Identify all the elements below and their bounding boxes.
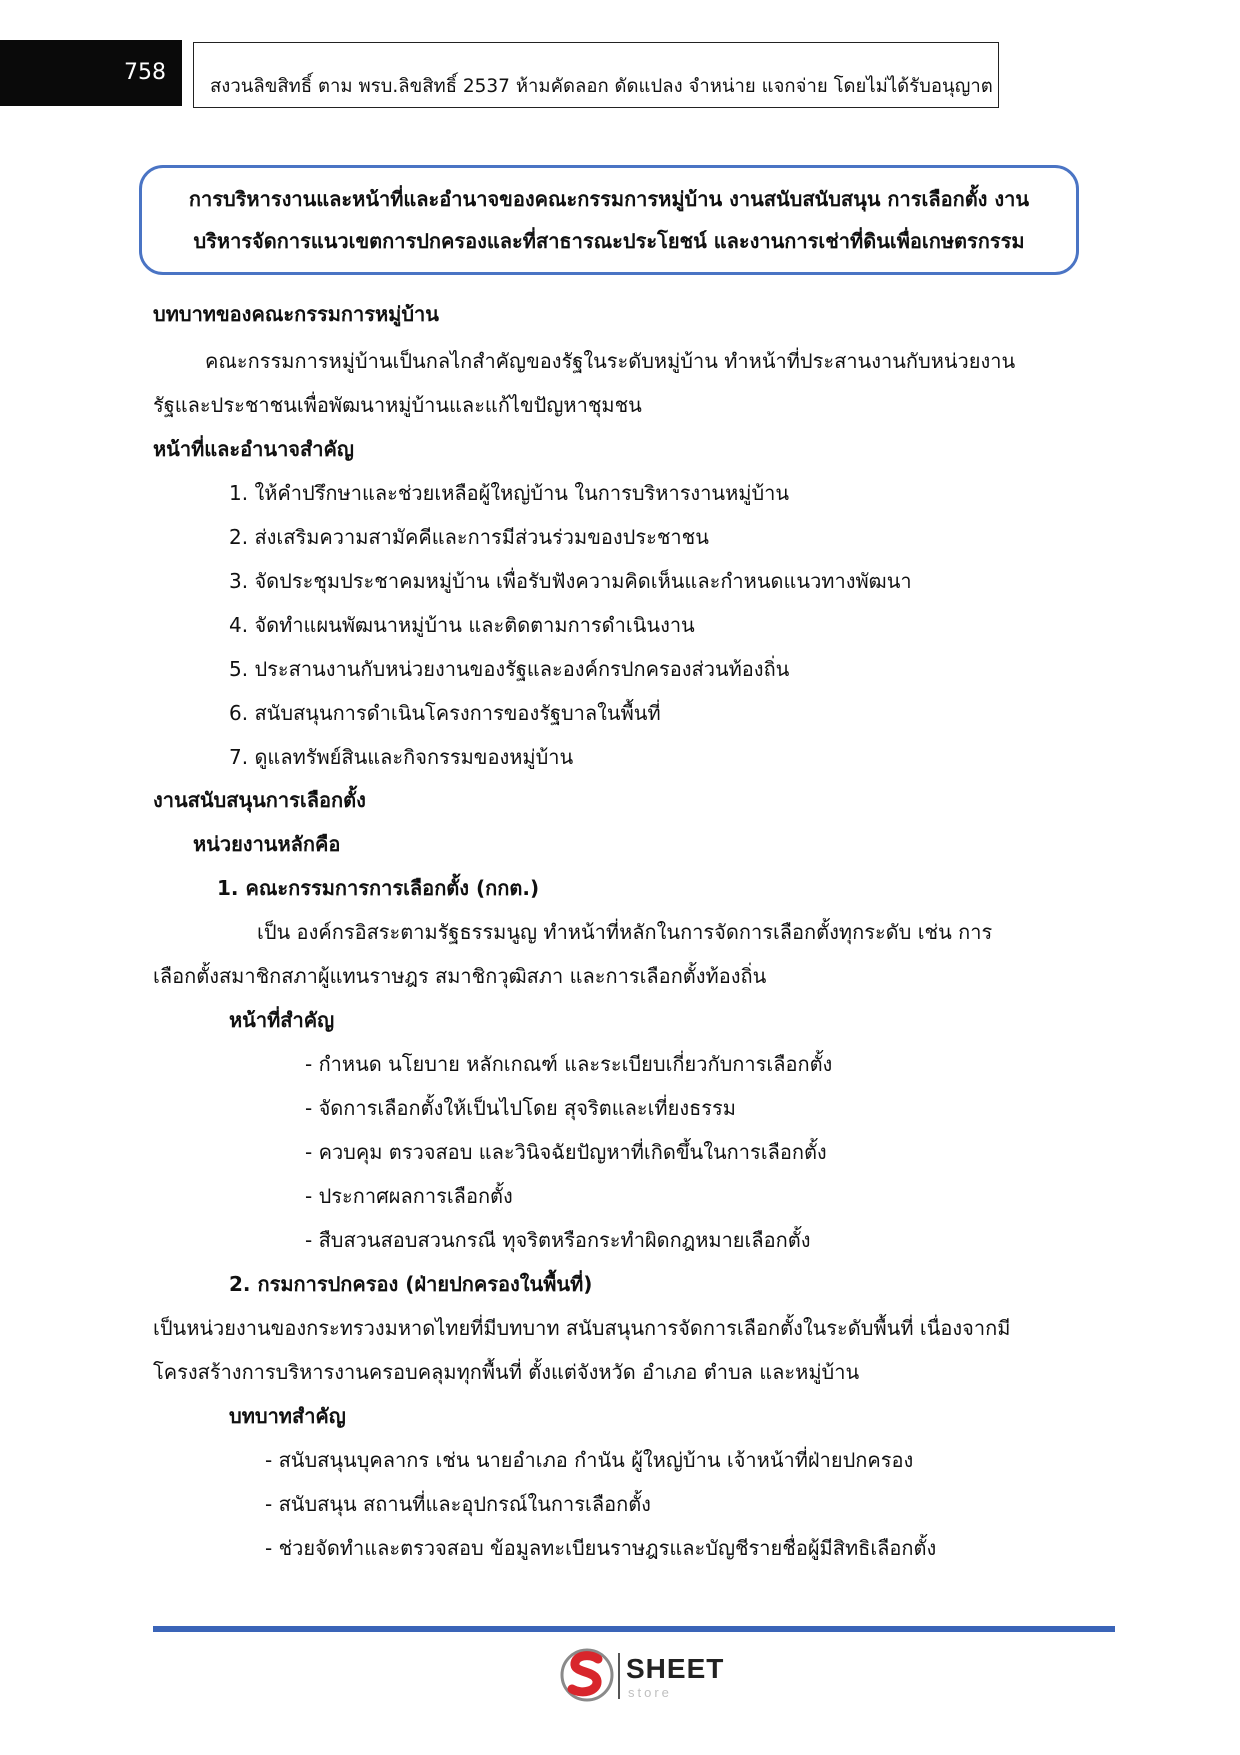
list-item: - สนับสนุน สถานที่และอุปกรณ์ในการเลือกตั้ง bbox=[265, 1492, 651, 1516]
paragraph-line: รัฐและประชาชนเพื่อพัฒนาหมู่บ้านและแก้ไขปัญหาชุมชน bbox=[153, 393, 642, 417]
list-item: - กำหนด นโยบาย หลักเกณฑ์ และระเบียบเกี่ยวกับการเลือกตั้ง bbox=[305, 1052, 833, 1076]
subheading-duties: หน้าที่และอำนาจสำคัญ bbox=[153, 437, 354, 461]
paragraph-line: เป็นหน่วยงานของกระทรวงมหาดไทยที่มีบทบาท สนับสนุนการจัดการเลือกตั้งในระดับพื้นที่ เนื่องจากมี bbox=[153, 1316, 1011, 1340]
list-item: 5. ประสานงานกับหน่วยงานของรัฐและองค์กรปกครองส่วนท้องถิ่น bbox=[229, 657, 790, 681]
subheading-dopa-roles: บทบาทสำคัญ bbox=[229, 1404, 346, 1428]
list-item: 3. จัดประชุมประชาคมหมู่บ้าน เพื่อรับฟังความคิดเห็นและกำหนดแนวทางพัฒนา bbox=[229, 569, 912, 593]
subheading-main-agencies: หน่วยงานหลักคือ bbox=[193, 832, 341, 856]
logo-wordmark: SHEET bbox=[626, 1653, 725, 1684]
list-item: - สนับสนุนบุคลากร เช่น นายอำเภอ กำนัน ผู้ใหญ่บ้าน เจ้าหน้าที่ฝ่ายปกครอง bbox=[265, 1448, 914, 1472]
chapter-title-box bbox=[139, 165, 1079, 275]
list-item: 7. ดูแลทรัพย์สินและกิจกรรมของหมู่บ้าน bbox=[229, 745, 574, 769]
list-item: 4. จัดทำแผนพัฒนาหมู่บ้าน และติดตามการดำเนินงาน bbox=[229, 613, 695, 637]
chapter-title-line-2: บริหารจัดการแนวเขตการปกครองและที่สาธารณะประโยชน์ และงานการเช่าที่ดินเพื่อเกษตรกรรม bbox=[193, 229, 1025, 253]
list-item: - ควบคุม ตรวจสอบ และวินิจฉัยปัญหาที่เกิดขึ้นในการเลือกตั้ง bbox=[305, 1140, 827, 1164]
paragraph-line: โครงสร้างการบริหารงานครอบคลุมทุกพื้นที่ ตั้งแต่จังหวัด อำเภอ ตำบล และหมู่บ้าน bbox=[153, 1360, 860, 1384]
paragraph-line: เป็น องค์กรอิสระตามรัฐธรรมนูญ ทำหน้าที่หลักในการจัดการเลือกตั้งทุกระดับ เช่น การ bbox=[257, 920, 993, 944]
list-item: - จัดการเลือกตั้งให้เป็นไปโดย สุจริตและเที่ยงธรรม bbox=[305, 1096, 736, 1120]
agency-heading-ect: 1. คณะกรรมการการเลือกตั้ง (กกต.) bbox=[217, 876, 540, 900]
sheet-s-logo-icon bbox=[560, 1645, 614, 1703]
sheet-store-logo bbox=[560, 1645, 740, 1705]
paragraph-line: เลือกตั้งสมาชิกสภาผู้แทนราษฎร สมาชิกวุฒิสภา และการเลือกตั้งท้องถิ่น bbox=[153, 964, 767, 988]
list-item: - ประกาศผลการเลือกตั้ง bbox=[305, 1184, 513, 1208]
paragraph-line: คณะกรรมการหมู่บ้านเป็นกลไกสำคัญของรัฐในระดับหมู่บ้าน ทำหน้าที่ประสานงานกับหน่วยงาน bbox=[205, 349, 1016, 373]
copyright-notice: สงวนลิขสิทธิ์ ตาม พรบ.ลิขสิทธิ์ 2537 ห้ามคัดลอก ดัดแปลง จำหน่าย แจกจ่าย โดยไม่ได้รับอนุญาต bbox=[193, 42, 999, 108]
list-item: 2. ส่งเสริมความสามัคคีและการมีส่วนร่วมของประชาชน bbox=[229, 525, 709, 549]
footer-rule bbox=[153, 1626, 1115, 1632]
subheading-ect-duties: หน้าที่สำคัญ bbox=[229, 1008, 335, 1032]
chapter-title-line-1: การบริหารงานและหน้าที่และอำนาจของคณะกรรมการหมู่บ้าน งานสนับสนับสนุน การเลือกตั้ง งาน bbox=[188, 187, 1030, 211]
logo-divider bbox=[618, 1653, 620, 1699]
list-item: - ช่วยจัดทำและตรวจสอบ ข้อมูลทะเบียนราษฎรและบัญชีรายชื่อผู้มีสิทธิเลือกตั้ง bbox=[265, 1536, 937, 1560]
section-heading-election-support: งานสนับสนุนการเลือกตั้ง bbox=[153, 788, 366, 812]
section-heading-village-committee: บทบาทของคณะกรรมการหมู่บ้าน bbox=[153, 302, 439, 326]
list-item: 1. ให้คำปรึกษาและช่วยเหลือผู้ใหญ่บ้าน ในการบริหารงานหมู่บ้าน bbox=[229, 481, 790, 505]
agency-heading-dopa: 2. กรมการปกครอง (ฝ่ายปกครองในพื้นที่) bbox=[229, 1272, 593, 1296]
list-item: - สืบสวนสอบสวนกรณี ทุจริตหรือกระทำผิดกฎหมายเลือกตั้ง bbox=[305, 1228, 811, 1252]
list-item: 6. สนับสนุนการดำเนินโครงการของรัฐบาลในพื้นที่ bbox=[229, 701, 661, 725]
logo-subtext: store bbox=[628, 1685, 672, 1700]
page-number: 758 bbox=[0, 40, 182, 106]
